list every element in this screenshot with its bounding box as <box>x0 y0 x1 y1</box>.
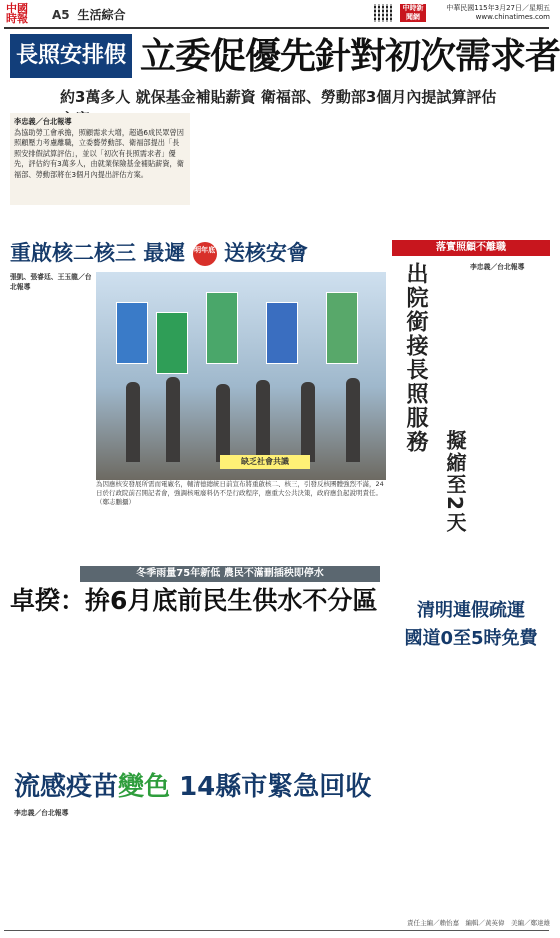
protest-banner <box>326 292 358 364</box>
person-figure <box>166 377 180 462</box>
site-url: www.chinatimes.com <box>475 13 550 21</box>
brand-logo: 中時新聞網 <box>400 4 426 22</box>
person-figure <box>301 382 315 462</box>
lead-paragraph <box>10 113 190 205</box>
person-figure <box>346 378 360 462</box>
lead-byline: 李忠義／台北報導 <box>14 117 72 126</box>
sidebar-byline: 李忠義／台北報導 <box>470 263 525 271</box>
protest-photo <box>96 272 386 480</box>
logo-line2: 時報 <box>6 12 28 25</box>
qr-code-overlay <box>374 4 392 22</box>
section2-right-line2: 國道0至5時免費 <box>404 628 538 649</box>
dateline <box>432 4 550 24</box>
bottom-rule <box>4 930 549 931</box>
person-figure <box>216 384 230 462</box>
section1-head-part2: 最遲 <box>143 241 186 265</box>
section1-headline <box>10 238 390 268</box>
section3-head-post: 14縣市緊急回收 <box>170 772 372 802</box>
headline-subhead: 約3萬多人 就保基金補貼薪資 衛福部、勞動部3個月內提試算評估 <box>60 88 497 106</box>
photo-caption: 為因應核安發展所需而電廠名，輔清德總統日前宣布將重啟核二、核三，引發反核團體強烈不滿，24日於行政院前召開記者會，強調核電廢料仍不是行政程序，應重大公共決策，政府應負起說明責任。（鄭志鵬攝） <box>96 480 384 506</box>
protest-banner <box>156 312 188 374</box>
section3-byline: 李忠義／台北報導 <box>14 809 69 817</box>
photo-tag: 缺乏社會共識 <box>220 455 310 469</box>
page-number: A5 <box>52 8 70 22</box>
section3-headline <box>14 770 394 804</box>
section1-head-part3: 送核安會 <box>223 241 308 265</box>
protest-banner <box>206 292 238 364</box>
headline-kicker: 長照安排假 <box>10 34 132 78</box>
section2-headline: 卓揆：拚6月底前民生供水不分區 <box>10 586 378 615</box>
page-credits: 責任主編／賴怡嘉 編輯／黃英偉 美編／鄭達雄 <box>407 919 550 927</box>
section2-right-headline <box>396 597 546 667</box>
logo-line1: 中國 <box>6 2 28 15</box>
section3-head-green: 變色 <box>118 772 171 802</box>
protest-banner <box>266 302 298 364</box>
sidebar-vertical-headline-2: 擬縮至2天 <box>443 430 467 534</box>
section1-head-part1: 重啟核二核三 <box>10 241 136 265</box>
section-name: 生活綜合 <box>77 8 126 22</box>
section1-byline <box>10 272 92 542</box>
protest-banner <box>116 302 148 364</box>
sidebar-vertical-headline: 出院銜接長照服務 <box>403 262 428 454</box>
newspaper-logo <box>6 4 50 26</box>
section1-badge: 明年底 <box>193 242 217 266</box>
person-figure <box>126 382 140 462</box>
person-figure <box>256 380 270 462</box>
section2-bar: 冬季雨量75年新低 農民不滿刪插秧即停水 <box>80 566 380 582</box>
lead-text: 為協助勞工會承擔，照顧需求大增，超過6成民眾曾因照顧壓力考慮離職，立委藝勞動部、衛福部提出「長照安排假試算評估」，並以「初次有長照需求者」優先，評估約有3萬多人，由就業保險基金補貼薪資，衛福部、勞動部將在3個月內提出評估方案。 <box>14 127 184 179</box>
section3-head-pre: 流感疫苗 <box>14 772 119 802</box>
top-rule <box>4 27 549 29</box>
sidebar-label: 落實照顧不離職 <box>392 240 550 256</box>
headline-title: 立委促優先針對初次需求者 <box>140 36 560 77</box>
issue-date: 中華民國115年3月27日／星期五 <box>446 4 550 12</box>
section2-right-line1: 清明連假疏運 <box>417 600 525 621</box>
section1-byline-text: 張凱、張睿廷、王玉龍／台北報導 <box>10 273 92 292</box>
page-header <box>52 6 172 24</box>
